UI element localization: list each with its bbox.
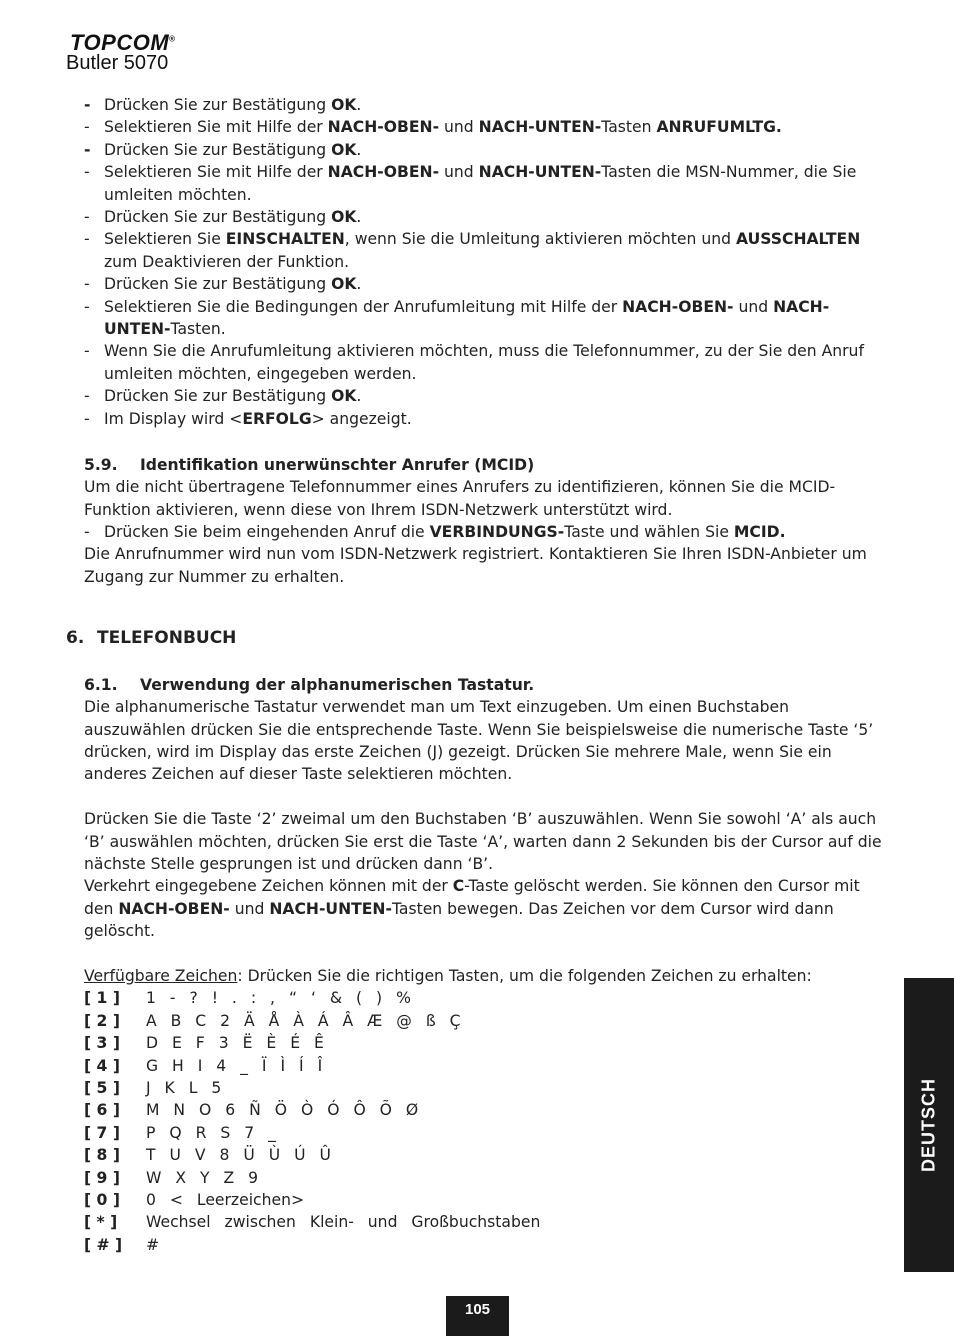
key-label: [ 9 ] (84, 1168, 120, 1187)
text-run: Verkehrt eingegebene Zeichen können mit der (84, 877, 453, 896)
text-run: . (356, 387, 362, 406)
page-number: 105 (446, 1296, 509, 1336)
key-label: [ 8 ] (84, 1146, 120, 1165)
list-item (84, 340, 892, 385)
key-characters: P Q R S 7 _ (146, 1123, 276, 1142)
key-label: [ 4 ] (84, 1056, 120, 1075)
bold-term: EINSCHALTEN (225, 230, 345, 249)
bold-term: OK (331, 96, 357, 114)
list-dash: - (84, 208, 90, 227)
text-run: und (439, 163, 479, 182)
instruction-list (84, 94, 892, 430)
list-dash: - (84, 409, 90, 428)
key-characters: T U V 8 Ü Ù Ú Û (146, 1146, 331, 1165)
text-run: Drücken Sie zur Bestätigung (104, 96, 332, 114)
list-item (84, 94, 892, 116)
text-run: Im Display wird < (104, 409, 243, 428)
text-run: -Taste gelöscht werden. Sie können den Cursor mit den (84, 877, 860, 918)
list-item (84, 408, 892, 430)
list-item (84, 161, 892, 206)
brand-logo: TOPCOM® (70, 30, 176, 55)
text-run: zum Deaktivieren der Funktion. (104, 252, 350, 271)
list-item (84, 521, 892, 543)
bold-term: VERBINDUNGS- (429, 522, 565, 541)
bold-term: NACH-UNTEN- (478, 118, 602, 137)
available-characters-label: Verfügbare Zeichen (84, 966, 238, 985)
mcid-paragraph-2: Die Anrufnummer wird nun vom ISDN-Netzwerk registriert. Kontaktieren Sie Ihren ISDN-Anbieter um Zugang zur Nummer zu erhalten. (84, 545, 867, 586)
key-characters: W X Y Z 9 (146, 1168, 259, 1187)
list-item (84, 116, 892, 138)
bold-term: NACH-UNTEN- (104, 297, 830, 339)
text-run: und (439, 118, 479, 137)
list-dash: - (84, 118, 90, 137)
text-run: Tasten. (170, 320, 226, 339)
list-item (84, 385, 892, 407)
key-label: [ # ] (84, 1235, 123, 1254)
text-run: und (229, 899, 270, 918)
keypad-paragraph-3 (84, 875, 892, 942)
mcid-paragraph-1: Um die nicht übertragene Telefonnummer eines Anrufers zu identifizieren, können Sie die MCID-Funktion aktivieren, wenn diese von Ihrem ISDN-Netzwerk unterstützt wird. (84, 478, 836, 519)
bold-term: NACH-OBEN- (327, 118, 440, 137)
list-dash: - (84, 297, 90, 316)
list-item (84, 206, 892, 228)
key-label: [ 2 ] (84, 1011, 120, 1030)
text-run: Selektieren Sie (104, 230, 226, 249)
key-characters: M N O 6 Ñ Ö Ò Ó Ô Õ Ø (146, 1101, 419, 1120)
text-run: . (356, 275, 362, 294)
key-label: [ 3 ] (84, 1034, 120, 1053)
key-character-table (84, 987, 892, 1256)
bold-term: NACH-OBEN- (622, 297, 734, 316)
list-dash: - (84, 387, 90, 406)
keypad-paragraph-1: Die alphanumerische Tastatur verwendet man um Text einzugeben. Um einen Buchstaben auszuwählen drücken Sie die entsprechende Taste. Wenn Sie beispielsweise die numerische Taste ‘5’ drücken, wird im Display das erste Zeichen (J) gezeigt. Drücken Sie mehrere Male, wenn Sie ein anderes Zeichen auf dieser Taste selektieren möchten. (84, 698, 874, 784)
key-characters: 0 < Leerzeichen> (146, 1191, 305, 1210)
bold-term: ERFOLG (242, 409, 312, 428)
list-item (84, 296, 892, 341)
text-run: , wenn Sie die Umleitung aktivieren möchten und (344, 230, 736, 249)
key-characters: 1 - ? ! . : , “ ‘ & ( ) % (146, 989, 411, 1008)
text-run: Wenn Sie die Anrufumleitung aktivieren möchten, muss die Telefonnummer, zu der Sie den Anruf umleiten möchten, eingegeben werden. (104, 342, 864, 383)
bold-term: NACH-OBEN- (118, 899, 230, 918)
key-characters: A B C 2 Ä Å À Á Â Æ @ ß Ç (146, 1011, 461, 1030)
key-label: [ 1 ] (84, 989, 120, 1008)
section-heading-6: 6. TELEFONBUCH (66, 628, 237, 649)
model-name: Butler 5070 (66, 52, 169, 74)
bold-term: OK (331, 275, 357, 294)
key-label: [ 7 ] (84, 1123, 120, 1142)
key-label: [ 0 ] (84, 1191, 120, 1210)
key-characters: Wechsel zwischen Klein- und Großbuchstaben (146, 1213, 541, 1232)
list-item (84, 139, 892, 161)
text-run: Tasten bewegen. Das Zeichen vor dem Cursor wird dann gelöscht. (84, 899, 834, 941)
key-characters: # (146, 1235, 160, 1254)
text-run: Selektieren Sie mit Hilfe der (104, 118, 328, 137)
list-dash: - (84, 96, 91, 114)
key-label: [ 5 ] (84, 1079, 120, 1097)
text-run: Taste und wählen Sie (564, 522, 734, 541)
key-characters: G H I 4 _ Ï Ì Í Î (146, 1056, 323, 1075)
key-label: [ 6 ] (84, 1101, 120, 1120)
bold-term: OK (331, 208, 357, 227)
text-run: . (356, 208, 362, 227)
bold-term: ANRUFUMLTG. (656, 118, 782, 137)
bold-term: NACH-OBEN- (327, 163, 440, 182)
list-item (84, 228, 892, 273)
keypad-paragraph-2: Drücken Sie die Taste ‘2’ zweimal um den Buchstaben ‘B’ auszuwählen. Wenn Sie sowohl ‘A’ als auch ‘B’ auswählen möchten, drücken Sie erst die Taste ‘A’, warten dann 2 Sekunden bis der Cursor auf die nächste Stelle gesprungen ist und drücken dann ‘B’. (84, 810, 882, 873)
list-item (84, 273, 892, 295)
text-run: Drücken Sie beim eingehenden Anruf die (104, 522, 430, 541)
mcid-step-list (84, 521, 892, 543)
bold-term: OK (331, 140, 357, 159)
text-run: Drücken Sie zur Bestätigung (104, 208, 332, 227)
text-run: und (733, 297, 774, 316)
key-characters: D E F 3 Ë È É Ê (146, 1034, 324, 1053)
key-characters: J K L 5 (146, 1079, 222, 1097)
page-content (66, 94, 892, 1256)
section-heading-5-9: 5.9. Identifikation unerwünschter Anrufer (MCID) (84, 456, 535, 475)
list-dash: - (84, 342, 90, 361)
text-run: Drücken Sie zur Bestätigung (104, 387, 332, 406)
bold-term: MCID. (733, 522, 786, 541)
bold-term: NACH-UNTEN- (269, 899, 392, 918)
bold-term: NACH-UNTEN- (478, 163, 602, 182)
available-characters-intro: Verfügbare Zeichen: Drücken Sie die richtigen Tasten, um die folgenden Zeichen zu erhalten: (84, 966, 812, 985)
text-run: Selektieren Sie die Bedingungen der Anrufumleitung mit Hilfe der (104, 297, 623, 316)
list-dash: - (84, 275, 90, 294)
list-dash: - (84, 140, 91, 159)
text-run: Drücken Sie zur Bestätigung (104, 140, 332, 159)
text-run: . (356, 140, 362, 159)
text-run: > angezeigt. (311, 409, 412, 428)
language-side-tab: DEUTSCH (904, 978, 954, 1272)
list-dash: - (84, 522, 90, 541)
text-run: Drücken Sie zur Bestätigung (104, 275, 332, 294)
text-run: Tasten die MSN-Nummer, die Sie umleiten möchten. (104, 163, 857, 204)
text-run: Tasten (601, 118, 657, 137)
section-heading-6-1: 6.1. Verwendung der alphanumerischen Tastatur. (84, 676, 535, 695)
list-dash: - (84, 230, 90, 249)
text-run: . (356, 96, 362, 114)
text-run: Selektieren Sie mit Hilfe der (104, 163, 328, 182)
list-dash: - (84, 163, 90, 182)
bold-term: AUSSCHALTEN (735, 230, 861, 249)
bold-term: OK (331, 387, 357, 406)
key-label: [ * ] (84, 1213, 118, 1232)
bold-term: C (452, 877, 465, 896)
